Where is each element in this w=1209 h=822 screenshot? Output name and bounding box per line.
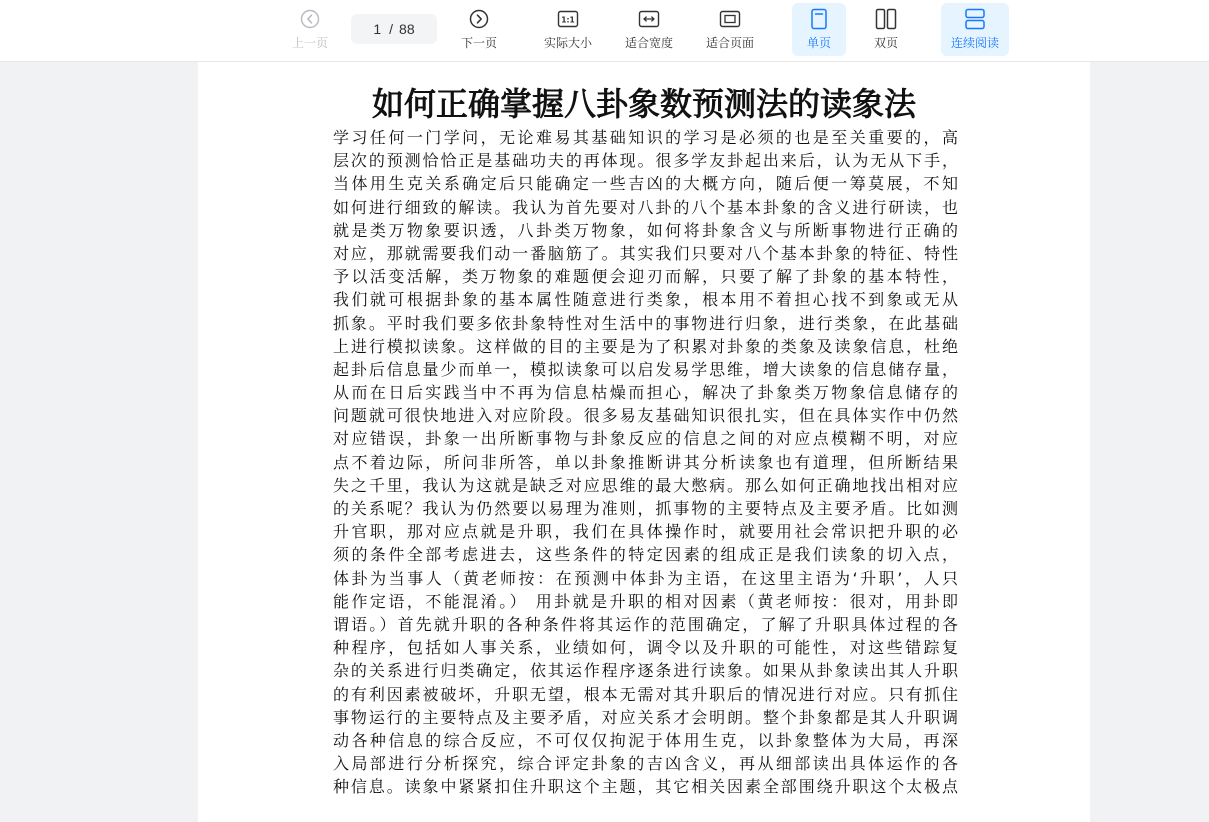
fit-page-button[interactable] [697, 3, 763, 56]
document-line: 事物运行的主要特点及主要矛盾，对应关系才会明朗。整个卦象都是其人升职调 [333, 707, 958, 727]
document-line: 抓象。平时我们要多依卦象特性对生活中的事物进行归象，进行类象，在此基础 [333, 313, 958, 333]
document-line: 我们就可根据卦象的基本属性随意进行类象，根本用不着担心找不到象或无从 [333, 290, 958, 310]
document-line: 体卦为当事人（黄老师按：在预测中体卦为主语，在这里主语为‘升职’，人只 [333, 568, 958, 588]
document-line: 当体用生克关系确定后只能确定一些吉凶的大概方向，随后便一筹莫展，不知 [333, 174, 958, 194]
document-line: 升官职，那对应点就是升职，我们在具体操作时，就要用社会常识把升职的必 [333, 522, 958, 542]
prev-page-button[interactable] [281, 3, 339, 56]
document-body [333, 126, 958, 798]
fit-page-icon [719, 8, 741, 30]
document-line: 从而在日后实践当中不再为信息枯燥而担心，解决了卦象类万物象信息储存的 [333, 383, 958, 403]
document-line: 动各种信息的综合反应，不可仅仅拘泥于体用生克，以卦象整体为大局，再深 [333, 730, 958, 750]
document-line: 学习任何一门学问，无论难易其基础知识的学习是必须的也是至关重要的，高 [333, 128, 958, 147]
next-page-label: 下一页 [460, 36, 497, 50]
total-pages: 88 [399, 21, 415, 37]
document-line: 种信息。读象中紧紧扣住升职这个主题，其它相关因素全部围绕升职这个太极点 [333, 777, 958, 797]
document-line: 种程序，包括如人事关系，业绩如何，调令以及升职的可能性，对这些错踪复 [333, 638, 958, 658]
document-page [198, 62, 1090, 822]
double-page-label: 双页 [873, 36, 898, 50]
page-indicator[interactable] [351, 14, 437, 44]
single-page-button[interactable] [792, 3, 846, 56]
document-viewport[interactable] [0, 62, 1209, 804]
prev-page-label: 上一页 [291, 36, 328, 50]
svg-text:1:1: 1:1 [561, 15, 575, 25]
document-line: 谓语。）首先就升职的各种条件将其运作的范围确定，了解了升职具体过程的各 [333, 614, 958, 634]
actual-size-button[interactable] [535, 3, 601, 56]
document-line: 杂的关系进行归类确定，依其运作程序逐条进行读象。如果从卦象读出其人升职 [333, 661, 958, 681]
document-line: 上进行模拟读象。这样做的目的主要是为了积累对卦象的类象及读象信息，杜绝 [333, 336, 958, 356]
chevron-right-circle-icon [468, 8, 490, 30]
fit-width-label: 适合宽度 [624, 36, 673, 50]
document-line: 对应，那就需要我们动一番脑筋了。其实我们只要对八个基本卦象的特征、特性 [333, 243, 958, 263]
document-line: 须的条件全部考虑进去，这些条件的特定因素的组成正是我们读象的切入点， [333, 545, 958, 565]
document-line: 失之千里，我认为这就是缺乏对应思维的最大憋病。那么如何正确地找出相对应 [333, 475, 958, 495]
document-line: 的关系呢？我认为仍然要以易理为准则，抓事物的主要特点及主要矛盾。比如测 [333, 499, 958, 518]
continuous-reading-label: 连续阅读 [950, 36, 999, 50]
document-title: 如何正确掌握八卦象数预测法的读象法 [371, 85, 916, 123]
double-page-button[interactable] [859, 3, 913, 56]
document-line: 对应错误，卦象一出所断事物与卦象反应的信息之间的对应点模糊不明，对应 [333, 429, 958, 449]
viewer-toolbar [0, 0, 1209, 62]
document-line: 问题就可很快地进入对应阶段。很多易友基础知识很扎实，但在具体实作中仍然 [333, 406, 958, 426]
document-line: 能作定语，不能混淆。） 用卦就是升职的相对因素（黄老师按：很对，用卦即 [333, 591, 958, 611]
fit-width-icon [638, 8, 660, 30]
fit-width-button[interactable] [616, 3, 682, 56]
continuous-scroll-icon [964, 8, 986, 30]
document-line: 点不着边际，所问非所答，单以卦象推断讲其分析读象也有道理，但所断结果 [333, 452, 958, 472]
document-line: 入局部进行分析探究，综合评定卦象的吉凶含义，再从细部读出具体运作的各 [333, 754, 958, 774]
document-line: 的有利因素被破坏，升职无望，根本无需对其升职后的情况进行对应。只有抓住 [333, 684, 958, 704]
fit-page-label: 适合页面 [705, 36, 754, 50]
continuous-reading-button[interactable] [941, 3, 1009, 56]
document-line: 就是类万物象要识透，八卦类万物象，如何将卦象含义与所断事物进行正确的 [333, 220, 958, 240]
double-page-icon [875, 8, 897, 30]
document-line: 起卦后信息量少而单一，模拟读象可以启发易学思维，增大读象的信息储存量， [333, 359, 958, 379]
actual-size-icon [557, 8, 579, 30]
document-line: 如何进行细致的解读。我认为首先要对八卦的八个基本卦象的含义进行研读，也 [333, 197, 958, 217]
chevron-left-circle-icon [299, 8, 321, 30]
single-page-icon [808, 8, 830, 30]
current-page-number[interactable]: 1 [373, 21, 382, 37]
page-separator: / [389, 21, 394, 37]
next-page-button[interactable] [450, 3, 508, 56]
actual-size-label: 实际大小 [543, 36, 592, 50]
document-line: 层次的预测恰恰正是基础功夫的再体现。很多学友卦起出来后，认为无从下手， [333, 151, 958, 171]
document-line: 予以活变活解，类万物象的难题便会迎刃而解，只要了解了卦象的基本特性， [333, 267, 958, 287]
single-page-label: 单页 [806, 36, 831, 50]
